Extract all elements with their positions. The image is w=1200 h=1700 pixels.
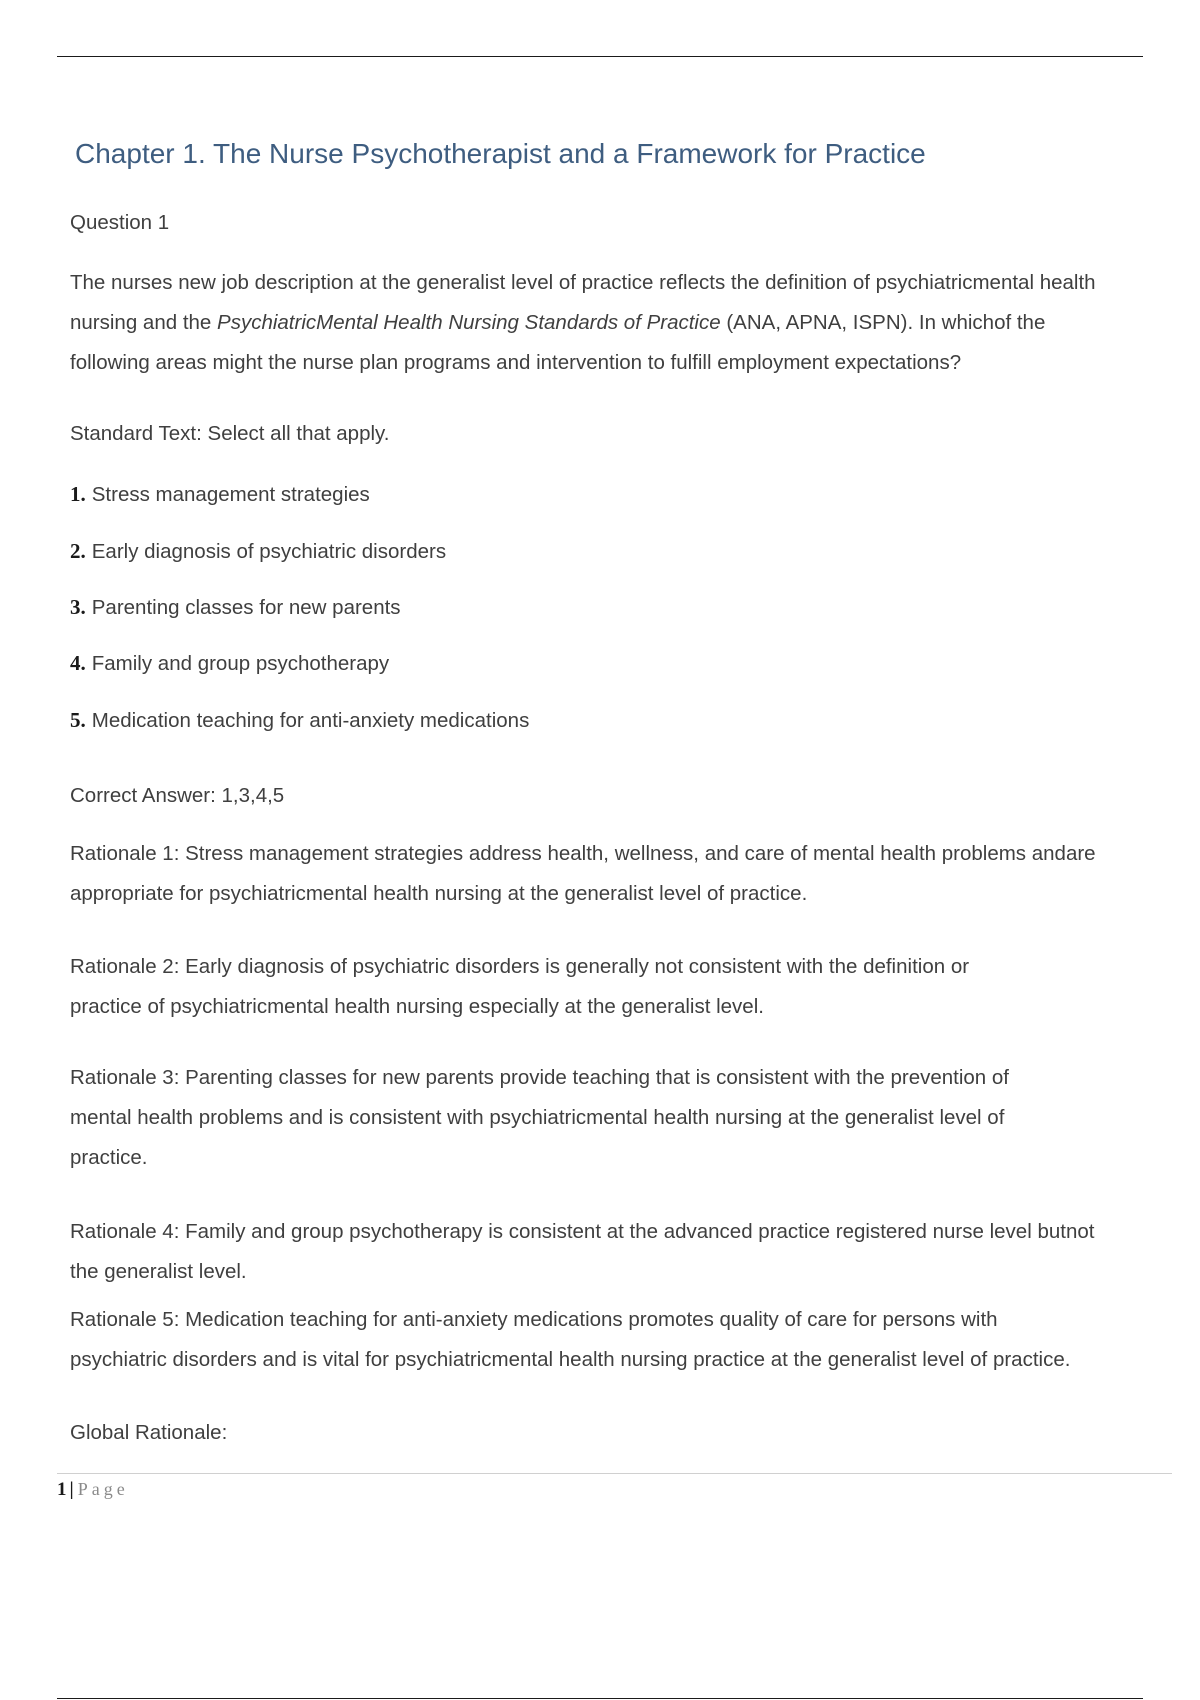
rationale-line: appropriate for psychiatricmental health nursing at the generalist level of practice. bbox=[70, 882, 808, 905]
option-number: 1. bbox=[70, 482, 86, 506]
option-number: 3. bbox=[70, 595, 86, 619]
standards-title: PsychiatricMental Health Nursing Standards of Practice bbox=[217, 311, 721, 334]
rationale-line: practice. bbox=[70, 1146, 148, 1169]
option-text: Medication teaching for anti-anxiety medications bbox=[91, 709, 530, 732]
bottom-rule bbox=[57, 1698, 1143, 1699]
question-text-line-2-after: (ANA, APNA, ISPN). In whichof the bbox=[720, 311, 1046, 334]
rationale-line: Rationale 5: Medication teaching for anti-anxiety medications promotes quality of care for persons with bbox=[70, 1308, 998, 1331]
question-text-line-3: following areas might the nurse plan programs and intervention to fulfill employment expectations? bbox=[70, 351, 962, 374]
option-number: 4. bbox=[70, 651, 86, 675]
footer-rule bbox=[57, 1473, 1172, 1474]
rationale-3 bbox=[70, 1058, 1155, 1178]
rationale-line: Rationale 4: Family and group psychotherapy is consistent at the advanced practice registered nurse level butnot bbox=[70, 1220, 1095, 1243]
rationale-line: psychiatric disorders and is vital for psychiatricmental health nursing practice at the generalist level of practice. bbox=[70, 1348, 1071, 1371]
rationale-line: the generalist level. bbox=[70, 1260, 247, 1283]
question-text-line-2-before: nursing and the bbox=[70, 311, 218, 334]
answer-option bbox=[70, 700, 529, 741]
instruction-text: Standard Text: Select all that apply. bbox=[70, 422, 390, 445]
answer-option bbox=[70, 643, 389, 684]
footer-separator: | bbox=[69, 1479, 74, 1500]
page-footer bbox=[57, 1479, 129, 1501]
page-word: Page bbox=[77, 1479, 129, 1499]
option-text: Early diagnosis of psychiatric disorders bbox=[91, 540, 447, 563]
answer-option bbox=[70, 531, 446, 572]
page-number: 1 bbox=[57, 1479, 67, 1500]
answer-option bbox=[70, 474, 370, 515]
correct-answer: Correct Answer: 1,3,4,5 bbox=[70, 784, 285, 807]
rationale-1 bbox=[70, 834, 1155, 914]
global-rationale: Global Rationale: bbox=[70, 1421, 228, 1444]
option-number: 5. bbox=[70, 708, 86, 732]
rationale-4 bbox=[70, 1212, 1155, 1292]
top-rule bbox=[57, 56, 1143, 57]
option-text: Stress management strategies bbox=[91, 483, 370, 506]
chapter-title: Chapter 1. The Nurse Psychotherapist and a Framework for Practice bbox=[75, 138, 926, 169]
rationale-5 bbox=[70, 1300, 1155, 1380]
answer-option bbox=[70, 587, 401, 628]
option-text: Parenting classes for new parents bbox=[91, 596, 401, 619]
question-text bbox=[70, 263, 1155, 383]
question-text-line-1: The nurses new job description at the generalist level of practice reflects the definition of psychiatricmental health bbox=[70, 271, 1096, 294]
rationale-line: practice of psychiatricmental health nursing especially at the generalist level. bbox=[70, 995, 764, 1018]
option-text: Family and group psychotherapy bbox=[91, 652, 390, 675]
rationale-line: Rationale 3: Parenting classes for new parents provide teaching that is consistent with the prevention of bbox=[70, 1066, 1009, 1089]
rationale-line: mental health problems and is consistent with psychiatricmental health nursing at the generalist level of bbox=[70, 1106, 1005, 1129]
question-label: Question 1 bbox=[70, 211, 170, 234]
rationale-line: Rationale 2: Early diagnosis of psychiatric disorders is generally not consistent with the definition or bbox=[70, 955, 970, 978]
rationale-2 bbox=[70, 947, 1155, 1027]
option-number: 2. bbox=[70, 539, 86, 563]
rationale-line: Rationale 1: Stress management strategies address health, wellness, and care of mental health problems andare bbox=[70, 842, 1096, 865]
